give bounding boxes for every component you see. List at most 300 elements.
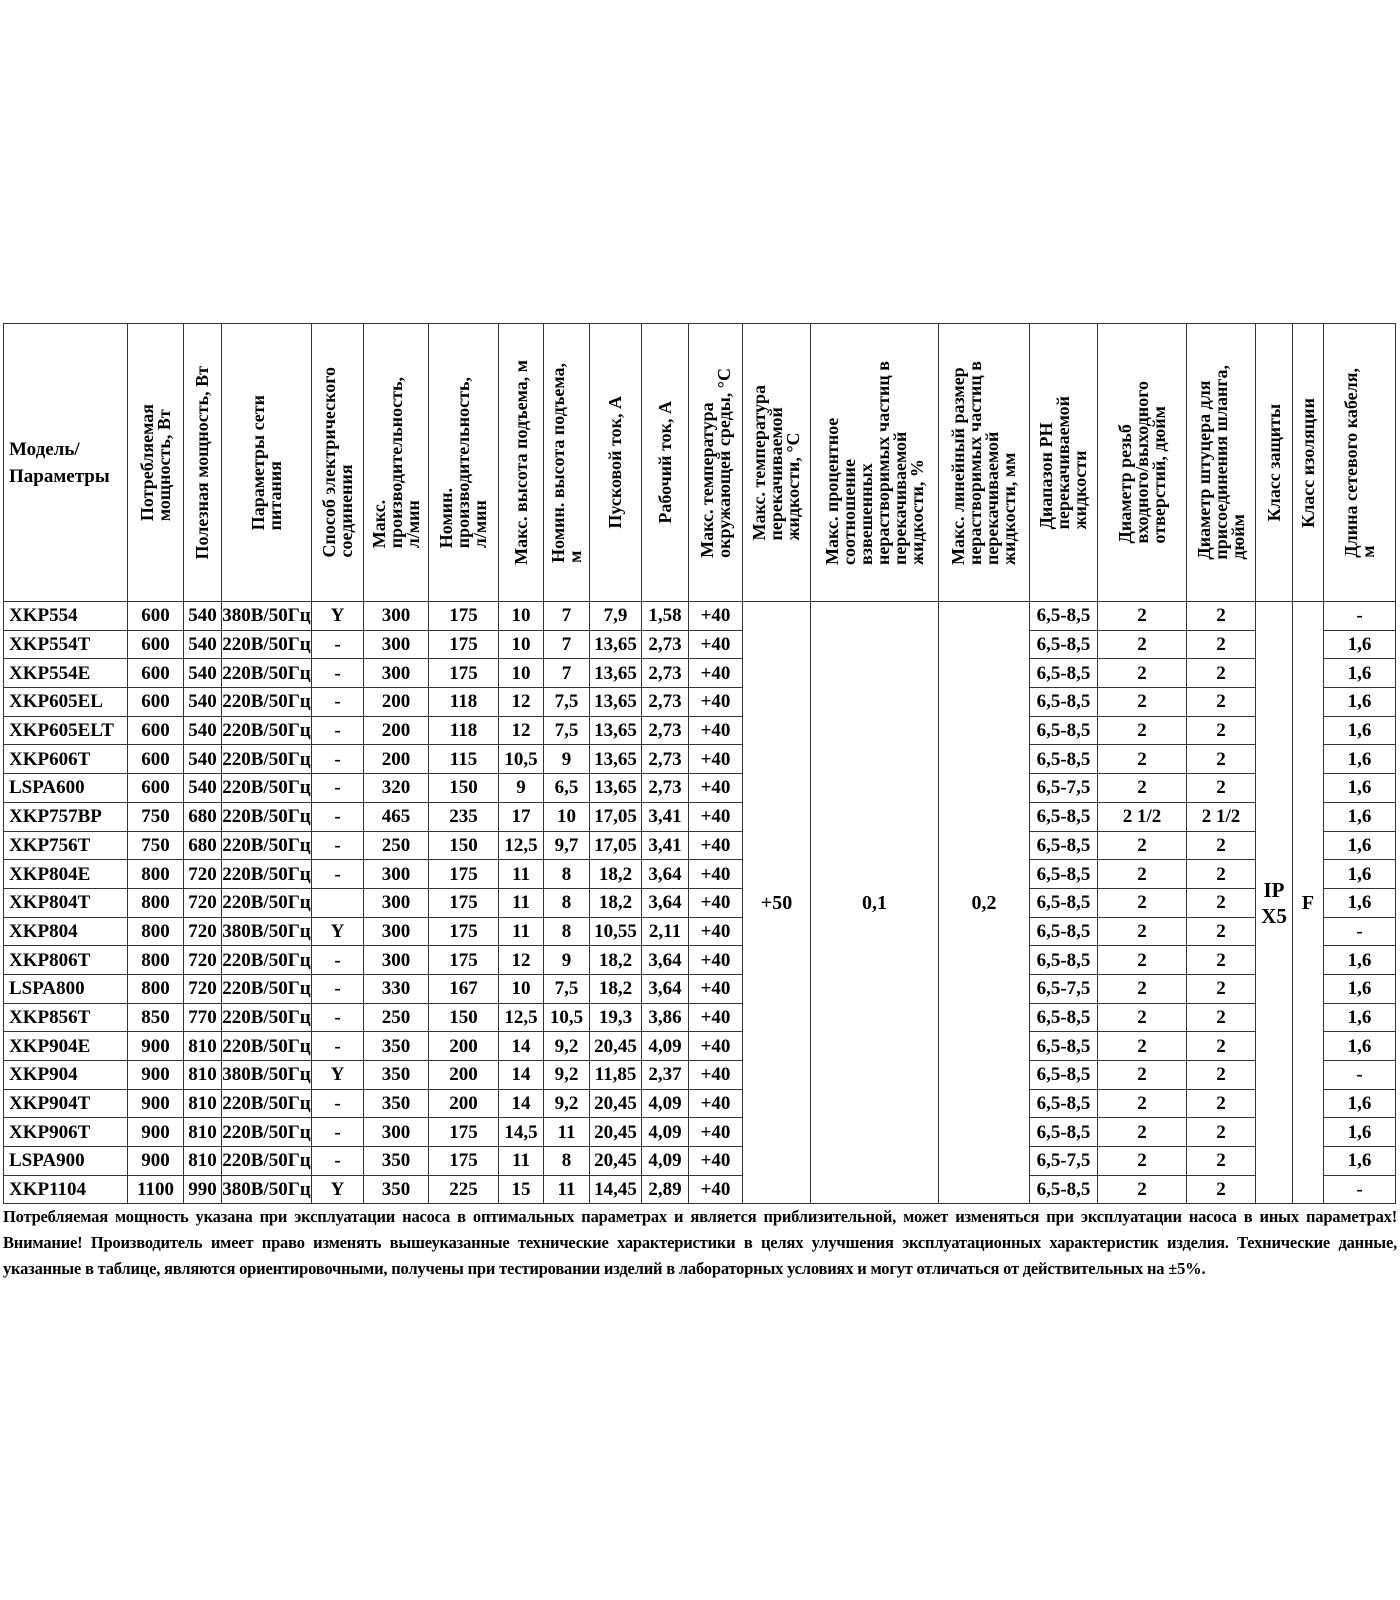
column-header-label: Макс. линейный размер нерастворимых частиц в перекачиваемой жидкости, мм [948, 360, 1019, 565]
table-cell: 12 [499, 688, 544, 717]
table-cell: 2 [1098, 1118, 1187, 1147]
table-cell: 540 [184, 602, 222, 631]
table-cell: 350 [364, 1175, 429, 1204]
table-cell: 2 [1098, 688, 1187, 717]
column-header-label: Макс. температура перекачиваемой жидкости, °С [749, 384, 803, 541]
table-cell: 6,5-8,5 [1030, 630, 1098, 659]
model-name-cell: XKP605ELT [4, 716, 128, 745]
table-cell: +40 [689, 1175, 743, 1204]
table-cell: 6,5-8,5 [1030, 1032, 1098, 1061]
table-cell: 9,2 [544, 1089, 590, 1118]
column-header [743, 324, 811, 602]
column-header [689, 324, 743, 602]
table-cell: 175 [429, 602, 499, 631]
model-name-cell: XKP804T [4, 888, 128, 917]
table-cell: 2 1/2 [1187, 802, 1256, 831]
table-cell: 9 [544, 946, 590, 975]
table-cell: 200 [429, 1061, 499, 1090]
table-cell: 800 [128, 888, 184, 917]
table-cell: 18,2 [590, 888, 642, 917]
model-name-cell: XKP804E [4, 860, 128, 889]
table-cell: 320 [364, 774, 429, 803]
table-cell: 17 [499, 802, 544, 831]
table-cell: 9 [544, 745, 590, 774]
table-cell: 3,86 [642, 1003, 689, 1032]
table-cell: 680 [184, 802, 222, 831]
table-cell: 8 [544, 860, 590, 889]
table-cell: 220В/50Гц [222, 888, 312, 917]
column-header-label: Номин. высота подъема, м [547, 362, 585, 563]
spec-table [3, 323, 1396, 1204]
table-cell: 350 [364, 1089, 429, 1118]
table-cell: 1,6 [1324, 688, 1396, 717]
table-cell: 118 [429, 716, 499, 745]
model-name-cell: XKP806T [4, 946, 128, 975]
table-cell: 1,6 [1324, 1118, 1396, 1147]
table-cell: 300 [364, 946, 429, 975]
table-cell: 750 [128, 802, 184, 831]
table-cell: 300 [364, 1118, 429, 1147]
table-cell: 1,6 [1324, 974, 1396, 1003]
table-row [4, 716, 1396, 745]
table-cell: 150 [429, 1003, 499, 1032]
table-cell: +40 [689, 917, 743, 946]
column-header [499, 324, 544, 602]
table-cell: - [312, 860, 364, 889]
table-cell: 200 [364, 745, 429, 774]
table-cell: 2 [1187, 1003, 1256, 1032]
model-name-cell: XKP906T [4, 1118, 128, 1147]
column-header-label: Потребляемая мощность, Вт [136, 403, 174, 522]
table-cell: 10,5 [499, 745, 544, 774]
column-header-label: Диапазон PH перекачиваемой жидкости [1036, 395, 1090, 530]
table-cell: 7 [544, 630, 590, 659]
table-cell: 2 [1098, 630, 1187, 659]
column-header-label: Рабочий ток, А [654, 401, 675, 524]
model-name-cell: XKP554T [4, 630, 128, 659]
model-name-cell: XKP904E [4, 1032, 128, 1061]
table-cell: Y [312, 1061, 364, 1090]
table-cell: 225 [429, 1175, 499, 1204]
table-cell: 2 [1098, 1175, 1187, 1204]
table-cell: 2 [1098, 860, 1187, 889]
table-cell: 20,45 [590, 1032, 642, 1061]
table-cell: 11 [544, 1118, 590, 1147]
table-cell: 175 [429, 630, 499, 659]
table-cell: +40 [689, 802, 743, 831]
column-header [1098, 324, 1187, 602]
table-cell: 220В/50Гц [222, 1003, 312, 1032]
table-cell: 8 [544, 888, 590, 917]
table-cell: 150 [429, 774, 499, 803]
table-cell: 540 [184, 688, 222, 717]
column-header [590, 324, 642, 602]
table-cell: 12,5 [499, 831, 544, 860]
table-cell: 2,37 [642, 1061, 689, 1090]
table-cell: 13,65 [590, 774, 642, 803]
table-cell: 2 [1098, 1147, 1187, 1176]
table-cell: 235 [429, 802, 499, 831]
table-cell: 220В/50Гц [222, 831, 312, 860]
table-cell: 220В/50Гц [222, 974, 312, 1003]
table-cell: - [312, 974, 364, 1003]
table-cell: 465 [364, 802, 429, 831]
table-cell: 800 [128, 860, 184, 889]
merged-cell-max-particles-percent: 0,1 [811, 602, 939, 1204]
table-cell: 1,6 [1324, 745, 1396, 774]
model-name-cell: LSPA800 [4, 974, 128, 1003]
table-cell: 810 [184, 1089, 222, 1118]
table-cell: 200 [364, 716, 429, 745]
table-cell: - [1324, 1061, 1396, 1090]
table-row [4, 831, 1396, 860]
table-cell: 14,45 [590, 1175, 642, 1204]
table-cell: +40 [689, 630, 743, 659]
table-row [4, 946, 1396, 975]
table-cell: 175 [429, 659, 499, 688]
table-cell: 1,6 [1324, 630, 1396, 659]
table-cell: 800 [128, 917, 184, 946]
table-cell: 2,73 [642, 774, 689, 803]
table-cell: 220В/50Гц [222, 860, 312, 889]
table-cell: 300 [364, 659, 429, 688]
table-cell: 2,73 [642, 659, 689, 688]
table-cell: 175 [429, 1118, 499, 1147]
table-cell: 200 [429, 1089, 499, 1118]
table-cell: 3,41 [642, 831, 689, 860]
table-cell: 2,89 [642, 1175, 689, 1204]
table-cell: 2 [1098, 745, 1187, 774]
model-name-cell: XKP856T [4, 1003, 128, 1032]
table-cell: 720 [184, 946, 222, 975]
table-cell: 350 [364, 1032, 429, 1061]
column-header [128, 324, 184, 602]
model-name-cell: XKP904T [4, 1089, 128, 1118]
table-cell: 600 [128, 602, 184, 631]
table-cell: 2 [1098, 602, 1187, 631]
column-header [544, 324, 590, 602]
model-name-cell: LSPA600 [4, 774, 128, 803]
table-cell: 6,5-8,5 [1030, 888, 1098, 917]
table-cell: 11 [544, 1175, 590, 1204]
table-cell: 2 [1098, 888, 1187, 917]
table-cell: 10,55 [590, 917, 642, 946]
table-cell: 2 [1187, 1061, 1256, 1090]
table-cell: 1,6 [1324, 802, 1396, 831]
table-cell: 220В/50Гц [222, 716, 312, 745]
table-cell: +40 [689, 1118, 743, 1147]
table-cell: 850 [128, 1003, 184, 1032]
table-cell: +40 [689, 888, 743, 917]
table-cell: 3,64 [642, 946, 689, 975]
table-cell: 13,65 [590, 630, 642, 659]
table-cell: - [312, 831, 364, 860]
table-row [4, 888, 1396, 917]
table-cell: 220В/50Гц [222, 659, 312, 688]
footnote: Потребляемая мощность указана при эксплуатации насоса в оптимальных параметрах и является приблизительной, может изменяться при эксплуатации насоса в иных параметрах! Внимание! Производитель имеет право изменять вышеуказанные технические характеристики в целях улучшения эксплуатационных характеристик изделия. Технические данные, указанные в таблице, являются ориентировочными, получены при тестировании изделий в лабораторных условиях и могут отличаться от действительных на ±5%. [3, 1207, 1397, 1278]
table-cell: 10,5 [544, 1003, 590, 1032]
table-cell: 750 [128, 831, 184, 860]
table-cell: 2 [1098, 1032, 1187, 1061]
table-cell: +40 [689, 688, 743, 717]
table-cell: 600 [128, 774, 184, 803]
model-name-cell: XKP554E [4, 659, 128, 688]
column-header [184, 324, 222, 602]
corner-header: Модель/ Параметры [4, 324, 128, 602]
table-cell: 7 [544, 602, 590, 631]
table-cell: +40 [689, 1147, 743, 1176]
column-header-label: Длина сетевого кабеля, м [1340, 367, 1378, 558]
table-cell: 3,41 [642, 802, 689, 831]
table-cell: 900 [128, 1147, 184, 1176]
table-cell: 540 [184, 659, 222, 688]
table-cell: 900 [128, 1089, 184, 1118]
column-header-label: Диаметр резьб входного/выходного отверстий, дюйм [1114, 381, 1169, 544]
table-cell: - [312, 1003, 364, 1032]
column-header [642, 324, 689, 602]
table-cell: 380В/50Гц [222, 1061, 312, 1090]
table-cell: 6,5-8,5 [1030, 831, 1098, 860]
table-cell: +40 [689, 1032, 743, 1061]
table-cell: - [312, 1118, 364, 1147]
table-cell: 200 [364, 688, 429, 717]
table-cell: 600 [128, 659, 184, 688]
table-cell: 600 [128, 630, 184, 659]
table-cell: 2,73 [642, 688, 689, 717]
table-cell: 2 1/2 [1098, 802, 1187, 831]
column-header [1187, 324, 1256, 602]
model-name-cell: XKP605EL [4, 688, 128, 717]
table-cell: 6,5-8,5 [1030, 860, 1098, 889]
table-cell: 1,6 [1324, 659, 1396, 688]
table-cell: 2 [1098, 1003, 1187, 1032]
table-cell: 800 [128, 946, 184, 975]
table-cell: 2 [1187, 831, 1256, 860]
table-cell: - [312, 946, 364, 975]
table-cell: 18,2 [590, 974, 642, 1003]
table-cell: 6,5-8,5 [1030, 1003, 1098, 1032]
column-header-label: Диаметр штуцера для присоединения шланга, дюйм [1193, 365, 1248, 560]
table-cell: - [312, 1032, 364, 1061]
table-cell: 1,6 [1324, 1032, 1396, 1061]
table-cell: 4,09 [642, 1032, 689, 1061]
table-cell: 2 [1098, 946, 1187, 975]
table-cell: 380В/50Гц [222, 917, 312, 946]
table-cell: 7 [544, 659, 590, 688]
table-cell: 1,6 [1324, 888, 1396, 917]
table-cell: 2 [1187, 946, 1256, 975]
table-cell: 810 [184, 1147, 222, 1176]
table-cell: 14,5 [499, 1118, 544, 1147]
table-cell: 250 [364, 831, 429, 860]
table-cell: - [312, 1147, 364, 1176]
table-cell: 10 [499, 659, 544, 688]
model-name-cell: XKP804 [4, 917, 128, 946]
table-cell: 3,64 [642, 860, 689, 889]
table-cell: - [1324, 1175, 1396, 1204]
table-cell: 220В/50Гц [222, 688, 312, 717]
table-row [4, 1118, 1396, 1147]
table-cell: 2 [1098, 716, 1187, 745]
column-header [1324, 324, 1396, 602]
table-row [4, 630, 1396, 659]
column-header-label: Макс. температура окружающей среды, °С [696, 367, 734, 558]
table-cell: 6,5-8,5 [1030, 659, 1098, 688]
table-cell: - [312, 630, 364, 659]
table-cell: +40 [689, 1003, 743, 1032]
table-cell: 175 [429, 1147, 499, 1176]
table-cell: 220В/50Гц [222, 802, 312, 831]
table-cell: 600 [128, 688, 184, 717]
table-cell: 900 [128, 1061, 184, 1090]
table-cell: 2 [1187, 1118, 1256, 1147]
table-cell: 6,5-8,5 [1030, 602, 1098, 631]
table-cell: 175 [429, 917, 499, 946]
table-cell: - [312, 774, 364, 803]
table-cell: 17,05 [590, 802, 642, 831]
table-cell: 220В/50Гц [222, 1089, 312, 1118]
table-cell: 175 [429, 860, 499, 889]
table-cell: 115 [429, 745, 499, 774]
table-cell: 380В/50Гц [222, 602, 312, 631]
table-row [4, 1089, 1396, 1118]
table-cell: 350 [364, 1147, 429, 1176]
table-cell: 2,73 [642, 630, 689, 659]
table-cell: 250 [364, 1003, 429, 1032]
table-cell: 2 [1187, 630, 1256, 659]
table-cell: 2 [1187, 745, 1256, 774]
column-header [1293, 324, 1324, 602]
table-cell: Y [312, 917, 364, 946]
table-cell: 175 [429, 888, 499, 917]
table-cell: 220В/50Гц [222, 1118, 312, 1147]
table-cell: 300 [364, 888, 429, 917]
table-cell: 20,45 [590, 1147, 642, 1176]
column-header [312, 324, 364, 602]
table-cell: +40 [689, 716, 743, 745]
table-cell: 220В/50Гц [222, 745, 312, 774]
table-cell: 12,5 [499, 1003, 544, 1032]
table-cell: 20,45 [590, 1118, 642, 1147]
table-cell: 1100 [128, 1175, 184, 1204]
table-cell: 2 [1098, 917, 1187, 946]
table-cell: - [312, 802, 364, 831]
table-cell: 220В/50Гц [222, 946, 312, 975]
table-cell: 18,2 [590, 860, 642, 889]
table-row [4, 1032, 1396, 1061]
table-cell: 4,09 [642, 1118, 689, 1147]
table-cell: +40 [689, 745, 743, 774]
table-cell: 11 [499, 1147, 544, 1176]
table-cell: 2 [1098, 1089, 1187, 1118]
table-cell: 10 [499, 602, 544, 631]
column-header [1256, 324, 1293, 602]
table-cell: 2 [1187, 1147, 1256, 1176]
table-cell: 3,64 [642, 888, 689, 917]
table-cell: 810 [184, 1061, 222, 1090]
table-row [4, 774, 1396, 803]
table-cell: 720 [184, 860, 222, 889]
table-cell: 540 [184, 745, 222, 774]
table-row [4, 1003, 1396, 1032]
table-cell: 14 [499, 1061, 544, 1090]
table-cell: Y [312, 602, 364, 631]
table-cell: - [1324, 917, 1396, 946]
table-cell: 220В/50Гц [222, 630, 312, 659]
column-header [1030, 324, 1098, 602]
merged-cell-max-liquid-temp: +50 [743, 602, 811, 1204]
table-cell: 11 [499, 860, 544, 889]
table-cell: 540 [184, 630, 222, 659]
table-cell: 10 [544, 802, 590, 831]
table-row [4, 974, 1396, 1003]
table-cell: 600 [128, 745, 184, 774]
table-cell: 680 [184, 831, 222, 860]
column-header-label: Полезная мощность, Вт [192, 365, 212, 560]
table-cell: 2 [1187, 1175, 1256, 1204]
table-cell: 19,3 [590, 1003, 642, 1032]
table-cell: 200 [429, 1032, 499, 1061]
table-cell: - [1324, 602, 1396, 631]
table-row [4, 688, 1396, 717]
column-header-label: Способ электрического соединения [318, 367, 356, 558]
header-row [4, 324, 1396, 602]
column-header-label: Пусковой ток, А [605, 396, 625, 529]
table-cell: 11 [499, 917, 544, 946]
table-cell: 1,6 [1324, 946, 1396, 975]
table-cell: 6,5-7,5 [1030, 774, 1098, 803]
table-cell: 6,5-8,5 [1030, 1089, 1098, 1118]
table-row [4, 602, 1396, 631]
table-cell: 2 [1098, 974, 1187, 1003]
table-cell: 800 [128, 974, 184, 1003]
table-cell: 7,5 [544, 688, 590, 717]
column-header [939, 324, 1030, 602]
table-cell: 4,09 [642, 1147, 689, 1176]
table-cell: 11 [499, 888, 544, 917]
table-row [4, 802, 1396, 831]
table-cell: 2 [1187, 688, 1256, 717]
merged-cell-protection-class: IP X5 [1256, 602, 1293, 1204]
table-cell: 220В/50Гц [222, 774, 312, 803]
table-cell: 300 [364, 860, 429, 889]
model-name-cell: XKP757BP [4, 802, 128, 831]
table-cell: 2 [1098, 659, 1187, 688]
table-cell: 175 [429, 946, 499, 975]
table-cell: 220В/50Гц [222, 1032, 312, 1061]
table-cell: 720 [184, 888, 222, 917]
table-cell: 6,5-8,5 [1030, 1061, 1098, 1090]
column-header [364, 324, 429, 602]
table-cell: 2,73 [642, 745, 689, 774]
table-cell: 900 [128, 1032, 184, 1061]
table-cell: 10 [499, 630, 544, 659]
table-cell: 14 [499, 1089, 544, 1118]
table-cell: 990 [184, 1175, 222, 1204]
table-cell: 118 [429, 688, 499, 717]
table-row [4, 659, 1396, 688]
model-name-cell: XKP756T [4, 831, 128, 860]
table-cell: 2 [1187, 888, 1256, 917]
table-cell: 330 [364, 974, 429, 1003]
merged-cell-insulation-class: F [1293, 602, 1324, 1204]
table-cell: 6,5-8,5 [1030, 1118, 1098, 1147]
table-cell: +40 [689, 774, 743, 803]
table-cell: - [312, 716, 364, 745]
table-cell: 2 [1187, 602, 1256, 631]
table-cell: 7,5 [544, 974, 590, 1003]
merged-cell-max-particle-size: 0,2 [939, 602, 1030, 1204]
